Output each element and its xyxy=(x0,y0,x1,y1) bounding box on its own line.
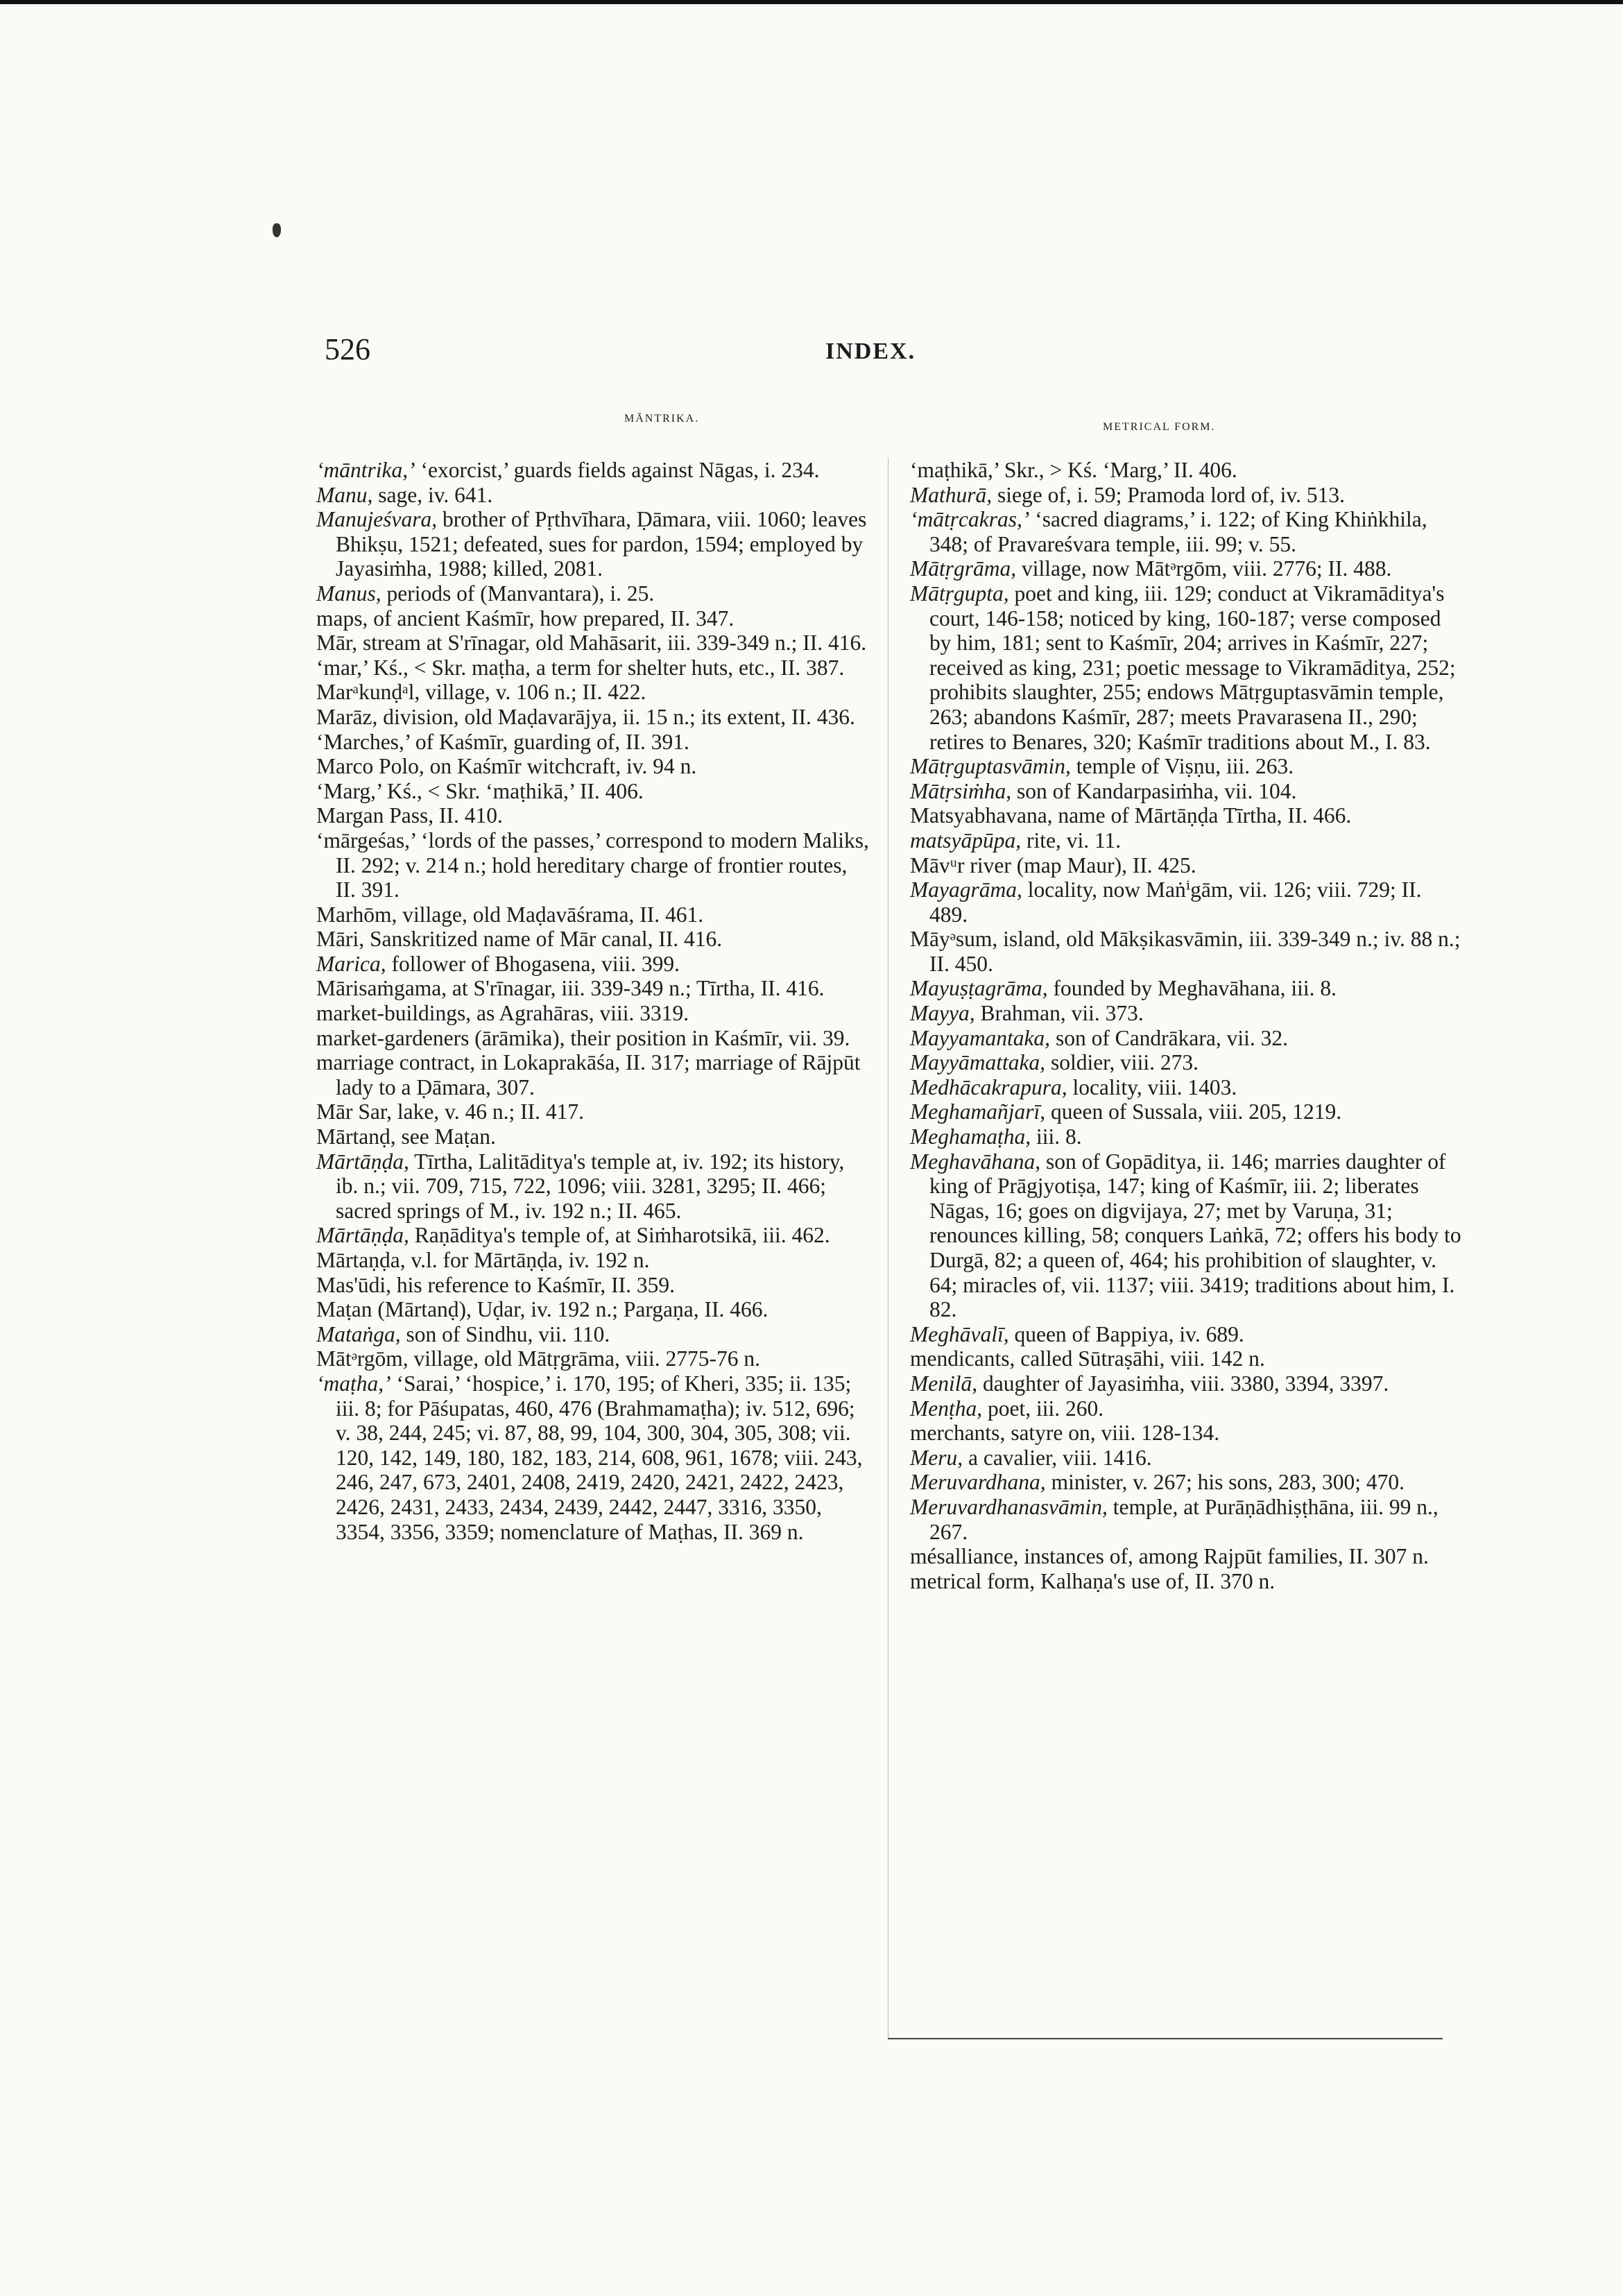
running-head-left: MĀNTRIKA. xyxy=(624,413,700,425)
index-entry-term: Manu, xyxy=(316,482,373,507)
index-entry-text: Mas'ūdi, his reference to Kaśmīr, II. 359. xyxy=(316,1272,676,1297)
index-entry xyxy=(910,828,1465,853)
index-entry xyxy=(316,803,871,828)
index-entry-term: Meruvardhanasvāmin, xyxy=(910,1494,1108,1519)
index-entry xyxy=(910,556,1465,581)
index-entry-text: market-gardeners (ārāmika), their position in Kaśmīr, vii. 39. xyxy=(316,1025,850,1050)
index-column-left xyxy=(316,458,871,1544)
index-entry-text: marriage contract, in Lokaprakāśa, II. 317; marriage of Rājpūt lady to a Ḍāmara, 307. xyxy=(316,1050,861,1099)
index-entry xyxy=(910,1544,1465,1569)
index-entry-text: Mārtanḍ, see Maṭan. xyxy=(316,1124,496,1149)
index-entry-text: locality, now Maṅⁱgām, vii. 126; viii. 729; II. 489. xyxy=(929,877,1422,927)
index-entry xyxy=(910,1371,1465,1396)
index-entry-text: rite, vi. 11. xyxy=(1021,828,1122,853)
index-entry-text: son of Sindhu, vii. 110. xyxy=(400,1321,610,1346)
index-entry-term: Manujeśvara, xyxy=(316,507,438,532)
index-entry-term: Menṭha, xyxy=(910,1396,983,1421)
index-entry-text: periods of (Manvantara), i. 25. xyxy=(381,581,655,606)
index-entry xyxy=(910,1050,1465,1075)
index-entry-term: Meghamañjarī, xyxy=(910,1099,1046,1124)
index-entry-text: minister, v. 267; his sons, 283, 300; 470. xyxy=(1045,1470,1405,1495)
index-entry xyxy=(910,754,1465,779)
index-entry xyxy=(316,976,871,1001)
index-entry-term: Mayuṣṭagrāma, xyxy=(910,976,1048,1001)
index-entry-text: ‘mar,’ Kś., < Skr. maṭha, a term for shelter huts, etc., II. 387. xyxy=(316,655,845,680)
index-entry-text: Mārtaṇḍa, v.l. for Mārtāṇḍa, iv. 192 n. xyxy=(316,1248,650,1272)
index-entry-term: Mathurā, xyxy=(910,482,993,507)
index-entry xyxy=(316,1099,871,1124)
index-entry-term: Mayyāmattaka, xyxy=(910,1050,1046,1075)
index-entry-term: Mātṛguptasvāmin, xyxy=(910,754,1071,779)
index-entry-text: merchants, satyre on, viii. 128-134. xyxy=(910,1421,1220,1446)
index-entry xyxy=(316,483,871,508)
index-entry-text: temple, at Purāṇādhiṣṭhāna, iii. 99 n., 267. xyxy=(929,1494,1439,1544)
index-entry-text: Tīrtha, Lalitāditya's temple at, iv. 192; its history, ib. n.; vii. 709, 715, 722, 1096; viii. 3281, 3295; II. 466; sacred springs of M., iv. 192 n.; II. 465. xyxy=(336,1149,845,1223)
index-entry-term: Mārtāṇḍa, xyxy=(316,1223,409,1248)
index-entry-term: Medhācakrapura, xyxy=(910,1074,1067,1099)
index-entry xyxy=(316,458,871,483)
index-entry-text: son of Gopāditya, ii. 146; marries daughter of king of Prāgjyotiṣa, 147; king of Kaśmīr, iii. 2; liberates Nāgas, 16; goes on digvijaya, 27; met by Varuṇa, 31; renounces killing, 58; conquers Laṅkā, 72; offers his body to Durgā, 82; a queen of, 464; his prohibition of slaughter, v. 64; miracles of, vii. 1137; viii. 3419; traditions about him, I. 82. xyxy=(929,1149,1461,1322)
index-entry-term: Mayyamantaka, xyxy=(910,1025,1051,1050)
index-entry-text: metrical form, Kalhaṇa's use of, II. 370 n. xyxy=(910,1568,1276,1593)
index-entry-term: ‘mātṛcakras,’ xyxy=(910,507,1030,532)
index-entry xyxy=(316,828,871,902)
index-entry xyxy=(910,803,1465,828)
index-entry-term: Mātṛsiṁha, xyxy=(910,778,1012,803)
index-entry-text: Marco Polo, on Kaśmīr witchcraft, iv. 94 n. xyxy=(316,754,697,779)
index-entry-text: maps, of ancient Kaśmīr, how prepared, II. 347. xyxy=(316,606,735,631)
index-entry xyxy=(910,1322,1465,1347)
index-entry xyxy=(910,1149,1465,1322)
index-entry xyxy=(910,1470,1465,1495)
index-entry-term: Mātṛgrāma, xyxy=(910,556,1017,581)
index-entry-text: village, now Mātᵊrgōm, viii. 2776; II. 488. xyxy=(1016,556,1392,581)
index-entry xyxy=(910,927,1465,976)
index-entry-text: queen of Bappiya, iv. 689. xyxy=(1008,1321,1244,1346)
index-entry xyxy=(316,730,871,755)
index-entry-text: Māyᵊsum, island, old Mākṣikasvāmin, iii. 339-349 n.; iv. 88 n.; II. 450. xyxy=(910,927,1461,976)
index-entry-term: Meghamaṭha, xyxy=(910,1124,1031,1149)
index-entry xyxy=(316,705,871,730)
index-entry xyxy=(910,779,1465,804)
index-entry xyxy=(316,631,871,656)
index-entry xyxy=(316,1050,871,1099)
index-entry xyxy=(910,1446,1465,1471)
index-entry-text: sage, iv. 641. xyxy=(372,482,493,507)
index-entry-text: Margan Pass, II. 410. xyxy=(316,803,503,828)
index-entry-text: Marāz, division, old Maḍavarājya, ii. 15 n.; its extent, II. 436. xyxy=(316,704,855,729)
index-entry xyxy=(910,1346,1465,1371)
index-entry xyxy=(910,1026,1465,1051)
index-entry-term: Mayagrāma, xyxy=(910,877,1022,902)
index-entry-text: Mār Sar, lake, v. 46 n.; II. 417. xyxy=(316,1099,584,1124)
top-border-rule xyxy=(0,0,1623,4)
index-entry-term: Menilā, xyxy=(910,1371,978,1396)
index-entry-term: Marica, xyxy=(316,951,386,976)
index-entry xyxy=(316,1322,871,1347)
index-entry xyxy=(910,1124,1465,1149)
index-entry-text: queen of Sussala, viii. 205, 1219. xyxy=(1045,1099,1342,1124)
index-entry-text: siege of, i. 59; Pramoda lord of, iv. 513. xyxy=(992,482,1346,507)
index-entry xyxy=(316,952,871,977)
index-entry xyxy=(316,507,871,581)
running-head-right: METRICAL FORM. xyxy=(1103,421,1216,433)
index-entry xyxy=(910,853,1465,878)
index-entry xyxy=(316,1001,871,1026)
index-entry-term: ‘māntrika,’ xyxy=(316,458,415,482)
index-entry xyxy=(316,902,871,927)
index-entry xyxy=(910,1099,1465,1124)
index-entry-term: Meghāvalī, xyxy=(910,1321,1009,1346)
index-entry-text: Marᵃkunḍᵃl, village, v. 106 n.; II. 422. xyxy=(316,680,646,705)
index-entry xyxy=(910,1569,1465,1594)
index-entry-text: ‘maṭhikā,’ Skr., > Kś. ‘Marg,’ II. 406. xyxy=(910,458,1237,482)
index-entry-text: follower of Bhogasena, viii. 399. xyxy=(386,951,680,976)
index-entry xyxy=(910,1495,1465,1544)
index-entry-text: Brahman, vii. 373. xyxy=(974,1001,1144,1026)
index-entry-text: Matsyabhavana, name of Mārtāṇḍa Tīrtha, II. 466. xyxy=(910,803,1352,828)
index-entry-text: Mātᵊrgōm, village, old Mātṛgrāma, viii. 2775-76 n. xyxy=(316,1346,761,1371)
index-entry-term: Mārtāṇḍa, xyxy=(316,1149,409,1174)
index-entry xyxy=(316,606,871,631)
index-entry-text: ‘mārgeśas,’ ‘lords of the passes,’ correspond to modern Maliks, II. 292; v. 214 n.; hold hereditary charge of frontier routes, II. 391. xyxy=(316,828,869,902)
index-entry xyxy=(316,656,871,680)
index-column-right xyxy=(910,458,1465,1593)
index-entry-text: son of Kandarpasiṁha, vii. 104. xyxy=(1011,778,1297,803)
index-entry-term: Meru, xyxy=(910,1445,963,1470)
index-entry-term: matsyāpūpa, xyxy=(910,828,1022,853)
index-entry-text: Raṇāditya's temple of, at Siṁharotsikā, iii. 462. xyxy=(409,1223,830,1248)
index-entry xyxy=(316,1124,871,1149)
index-entry xyxy=(910,1396,1465,1421)
page-title: INDEX. xyxy=(825,339,916,364)
index-entry xyxy=(910,483,1465,508)
index-entry-term: Manus, xyxy=(316,581,381,606)
index-entry-term: Mayya, xyxy=(910,1001,975,1026)
index-entry xyxy=(910,1075,1465,1100)
index-entry-text: mendicants, called Sūtraṣāhi, viii. 142 n. xyxy=(910,1346,1265,1371)
index-entry xyxy=(910,877,1465,927)
index-entry xyxy=(910,581,1465,754)
index-entry-text: Māvᵘr river (map Maur), II. 425. xyxy=(910,853,1196,877)
index-entry-text: mésalliance, instances of, among Rajpūt families, II. 307 n. xyxy=(910,1544,1429,1569)
index-entry-text: son of Candrākara, vii. 32. xyxy=(1050,1025,1288,1050)
page-number: 526 xyxy=(325,332,370,366)
index-entry-text: a cavalier, viii. 1416. xyxy=(963,1445,1152,1470)
index-entry-text: iii. 8. xyxy=(1031,1124,1082,1149)
index-entry xyxy=(910,458,1465,483)
index-entry xyxy=(316,581,871,606)
index-entry-text: Marhōm, village, old Maḍavāśrama, II. 461. xyxy=(316,902,704,927)
index-entry-text: daughter of Jayasiṁha, viii. 3380, 3394, 3397. xyxy=(977,1371,1389,1396)
index-entry xyxy=(316,1149,871,1224)
index-entry-term: Meruvardhana, xyxy=(910,1470,1046,1495)
index-entry-text: ‘sacred diagrams,’ i. 122; of King Khiṅkhila, 348; of Pravareśvara temple, iii. 99; v. 55. xyxy=(929,507,1427,556)
index-entry-term: ‘maṭha,’ xyxy=(316,1371,391,1396)
index-entry-text: market-buildings, as Agrahāras, viii. 3319. xyxy=(316,1001,689,1026)
index-entry-text: ‘Marg,’ Kś., < Skr. ‘maṭhikā,’ II. 406. xyxy=(316,778,644,803)
index-entry xyxy=(910,976,1465,1001)
bottom-rule xyxy=(888,2038,1443,2039)
index-entry-text: ‘exorcist,’ guards fields against Nāgas, i. 234. xyxy=(415,458,820,482)
ink-blot xyxy=(273,223,281,237)
index-entry-text: poet and king, iii. 129; conduct at Vikramāditya's court, 146-158; noticed by king, 160-187; verse composed by him, 181; sent to Kaśmīr, 204; arrives in Kaśmīr, 227; received as king, 231; poetic message to Vikramāditya, 252; prohibits slaughter, 255; endows Mātṛguptasvāmin temple, 263; abandons Kaśmīr, 287; meets Pravarasena II., 290; retires to Benares, 320; Kaśmīr traditions about M., I. 83. xyxy=(929,581,1456,754)
index-entry-text: brother of Pṛthvīhara, Ḍāmara, viii. 1060; leaves Bhikṣu, 1521; defeated, sues for pardon, 1594; employed by Jayasiṁha, 1988; killed, 2081. xyxy=(336,507,867,581)
index-entry-term: Mataṅga, xyxy=(316,1321,401,1346)
index-entry-text: poet, iii. 260. xyxy=(982,1396,1104,1421)
index-entry xyxy=(316,754,871,779)
index-entry-text: ‘Sarai,’ ‘hospice,’ i. 170, 195; of Kheri, 335; ii. 135; iii. 8; for Pāśupatas, 460, 476 (Brahmamaṭha); iv. 512, 696; v. 38, 244, 245; vi. 87, 88, 99, 104, 300, 304, 305, 308; vii. 120, 142, 149, 180, 182, 183, 214, 608, 961, 1678; viii. 243, 246, 247, 673, 2401, 2408, 2419, 2420, 2421, 2422, 2423, 2426, 2431, 2433, 2434, 2439, 2442, 2447, 3316, 3350, 3354, 3356, 3359; nomenclature of Maṭhas, II. 369 n. xyxy=(336,1371,863,1544)
index-entry xyxy=(316,927,871,952)
index-entry xyxy=(316,1273,871,1298)
index-entry-term: Mātṛgupta, xyxy=(910,581,1009,606)
index-entry xyxy=(316,1026,871,1051)
index-entry xyxy=(316,1248,871,1273)
index-entry-text: temple of Viṣṇu, iii. 263. xyxy=(1070,754,1294,779)
index-entry-text: Mār, stream at S'rīnagar, old Mahāsarit, iii. 339-349 n.; II. 416. xyxy=(316,631,867,656)
index-entry xyxy=(316,1297,871,1322)
index-entry xyxy=(316,779,871,804)
index-entry xyxy=(910,1001,1465,1026)
index-entry xyxy=(910,507,1465,556)
index-entry-text: Māri, Sanskritized name of Mār canal, II. 416. xyxy=(316,927,723,952)
index-entry xyxy=(316,1223,871,1248)
index-entry-text: ‘Marches,’ of Kaśmīr, guarding of, II. 391. xyxy=(316,729,689,754)
index-entry xyxy=(316,1346,871,1371)
index-entry-text: locality, viii. 1403. xyxy=(1067,1074,1237,1099)
index-entry-text: founded by Meghavāhana, iii. 8. xyxy=(1047,976,1337,1001)
index-entry-text: soldier, viii. 273. xyxy=(1045,1050,1199,1075)
index-entry-text: Maṭan (Mārtanḍ), Uḍar, iv. 192 n.; Pargaṇa, II. 466. xyxy=(316,1297,768,1322)
index-entry xyxy=(316,1371,871,1544)
index-entry xyxy=(316,680,871,705)
index-entry-text: Mārisaṁgama, at S'rīnagar, iii. 339-349 n.; Tīrtha, II. 416. xyxy=(316,976,825,1001)
index-entry-term: Meghavāhana, xyxy=(910,1149,1041,1174)
index-entry xyxy=(910,1421,1465,1446)
